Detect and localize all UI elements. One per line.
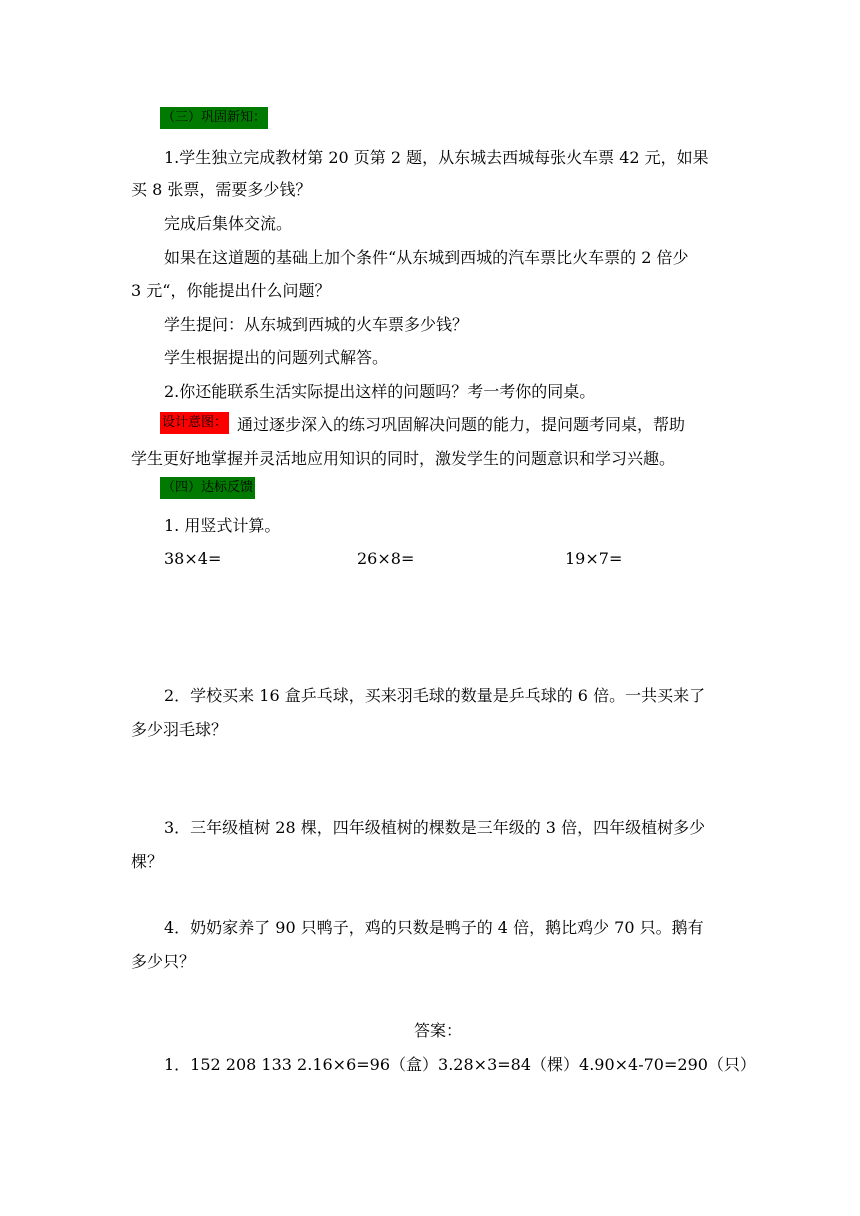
question-3-line2: 棵？ bbox=[131, 852, 164, 871]
paragraph-student-solve: 学生根据提出的问题列式解答。 bbox=[164, 348, 389, 367]
calc-item-2: 26×8= bbox=[357, 549, 415, 568]
design-intent-label: 设计意图： bbox=[160, 412, 229, 434]
design-intent-line2: 学生更好地掌握并灵活地应用知识的同时，激发学生的问题意识和学习兴趣。 bbox=[131, 449, 676, 468]
design-intent-line1: 通过逐步深入的练习巩固解决问题的能力，提问题考同桌，帮助 bbox=[237, 415, 686, 434]
question-4-line2: 多少只？ bbox=[131, 952, 196, 971]
paragraph-condition-line1: 如果在这道题的基础上加个条件“从东城到西城的汽车票比火车票的 2 倍少 bbox=[164, 248, 689, 267]
calc-item-3: 19×7= bbox=[565, 549, 623, 568]
section-heading-consolidate: （三）巩固新知： bbox=[160, 107, 268, 129]
answers-title: 答案： bbox=[414, 1021, 463, 1040]
question-2-line2: 多少羽毛球？ bbox=[131, 720, 228, 739]
paragraph-exercise1-line1: 1.学生独立完成教材第 20 页第 2 题，从东城去西城每张火车票 42 元，如果 bbox=[164, 148, 709, 167]
paragraph-exercise1-line2: 买 8 张票，需要多少钱？ bbox=[131, 180, 312, 199]
paragraph-condition-line2: 3 元“，你能提出什么问题？ bbox=[131, 281, 331, 300]
calc-item-1: 38×4= bbox=[164, 549, 222, 568]
paragraph-exchange: 完成后集体交流。 bbox=[164, 214, 293, 233]
answers-line: 1．152 208 133 2.16×6=96（盒）3.28×3=84（棵）4.90×4-70=290（只） bbox=[164, 1055, 756, 1074]
paragraph-exercise2: 2.你还能联系生活实际提出这样的问题吗？考一考你的同桌。 bbox=[164, 382, 596, 401]
question-1: 1. 用竖式计算。 bbox=[164, 516, 281, 535]
section-heading-feedback: （四）达标反馈 bbox=[160, 477, 255, 499]
question-4-line1: 4．奶奶家养了 90 只鸭子，鸡的只数是鸭子的 4 倍，鹅比鸡少 70 只。鹅有 bbox=[164, 918, 704, 937]
question-3-line1: 3．三年级植树 28 棵，四年级植树的棵数是三年级的 3 倍，四年级植树多少 bbox=[164, 818, 706, 837]
paragraph-student-question: 学生提问：从东城到西城的火车票多少钱？ bbox=[164, 315, 469, 334]
question-2-line1: 2．学校买来 16 盒乒乓球，买来羽毛球的数量是乒乓球的 6 倍。一共买来了 bbox=[164, 686, 706, 705]
